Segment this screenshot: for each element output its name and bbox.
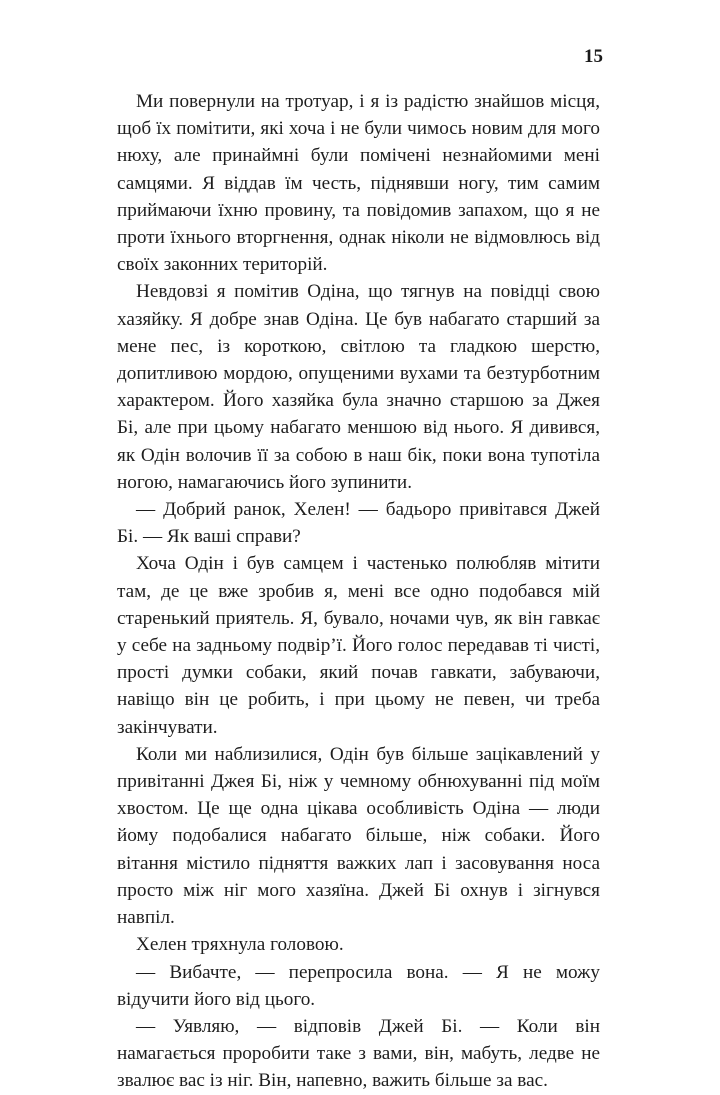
paragraph: Невдовзі я помітив Одіна, що тягнув на повідці свою хазяйку. Я добре знав Одіна. Це був набагато старший за мене пес, із короткою, світлою та гладкою шерстю, допитливою мордою, опущеними вухами та безтурботним характером. Його хазяйка була значно старшою за Джея Бі, але при цьому набагато меншою від нього. Я дивився, як Одін волочив її за собою в наш бік, поки вона тупотіла ногою, намагаючись його зупинити.	[117, 281, 600, 493]
paragraph: Коли ми наблизилися, Одін був більше зацікавлений у привітанні Джея Бі, ніж у чемному обнюхуванні під моїм хвостом. Це ще одна цікава особливість Одіна — люди йому подобалися набагато більше, ніж собаки. Його вітання містило підняття важких лап і засовування носа просто між ніг мого хазяїна. Джей Бі охнув і зігнувся навпіл.	[117, 743, 600, 929]
paragraph: Хоча Одін і був самцем і частенько полюбляв мітити там, де це вже зробив я, мені все одно подобався мій старенький приятель. Я, бувало, ночами чув, як він гавкає у себе на задньому подвір’ї. Його голос передавав ті чисті, прості думки собаки, який почав гавкати, забуваючи, навіщо він це робить, і при цьому не певен, чи треба закінчувати.	[117, 553, 600, 738]
dialogue-line: — Уявляю, — відповів Джей Бі. — Коли він намагається проробити таке з вами, він, мабуть, ледве не звалює вас із ніг. Він, напевно, важить більше за вас.	[117, 1015, 600, 1092]
dialogue-line: — Добрий ранок, Хелен! — бадьоро привітався Джей Бі. — Як ваші справи?	[117, 499, 600, 548]
paragraph: Ми повернули на тротуар, і я із радістю знайшов місця, щоб їх помітити, які хоча і не були чимось новим для мого нюху, але принаймні були помічені незнайомими мені самцями. Я віддав їм честь, піднявши ногу, тим самим приймаючи їхню провину, та повідомив запахом, що я не проти їхнього вторгнення, однак ніколи не відмовлюсь від своїх законних територій.	[117, 91, 600, 276]
page-number: 15	[584, 46, 603, 67]
paragraph: Хелен тряхнула головою.	[136, 934, 344, 956]
body-text	[117, 88, 600, 1095]
dialogue-line: — Вибачте, — перепросила вона. — Я не можу відучити його від цього.	[117, 961, 600, 1010]
